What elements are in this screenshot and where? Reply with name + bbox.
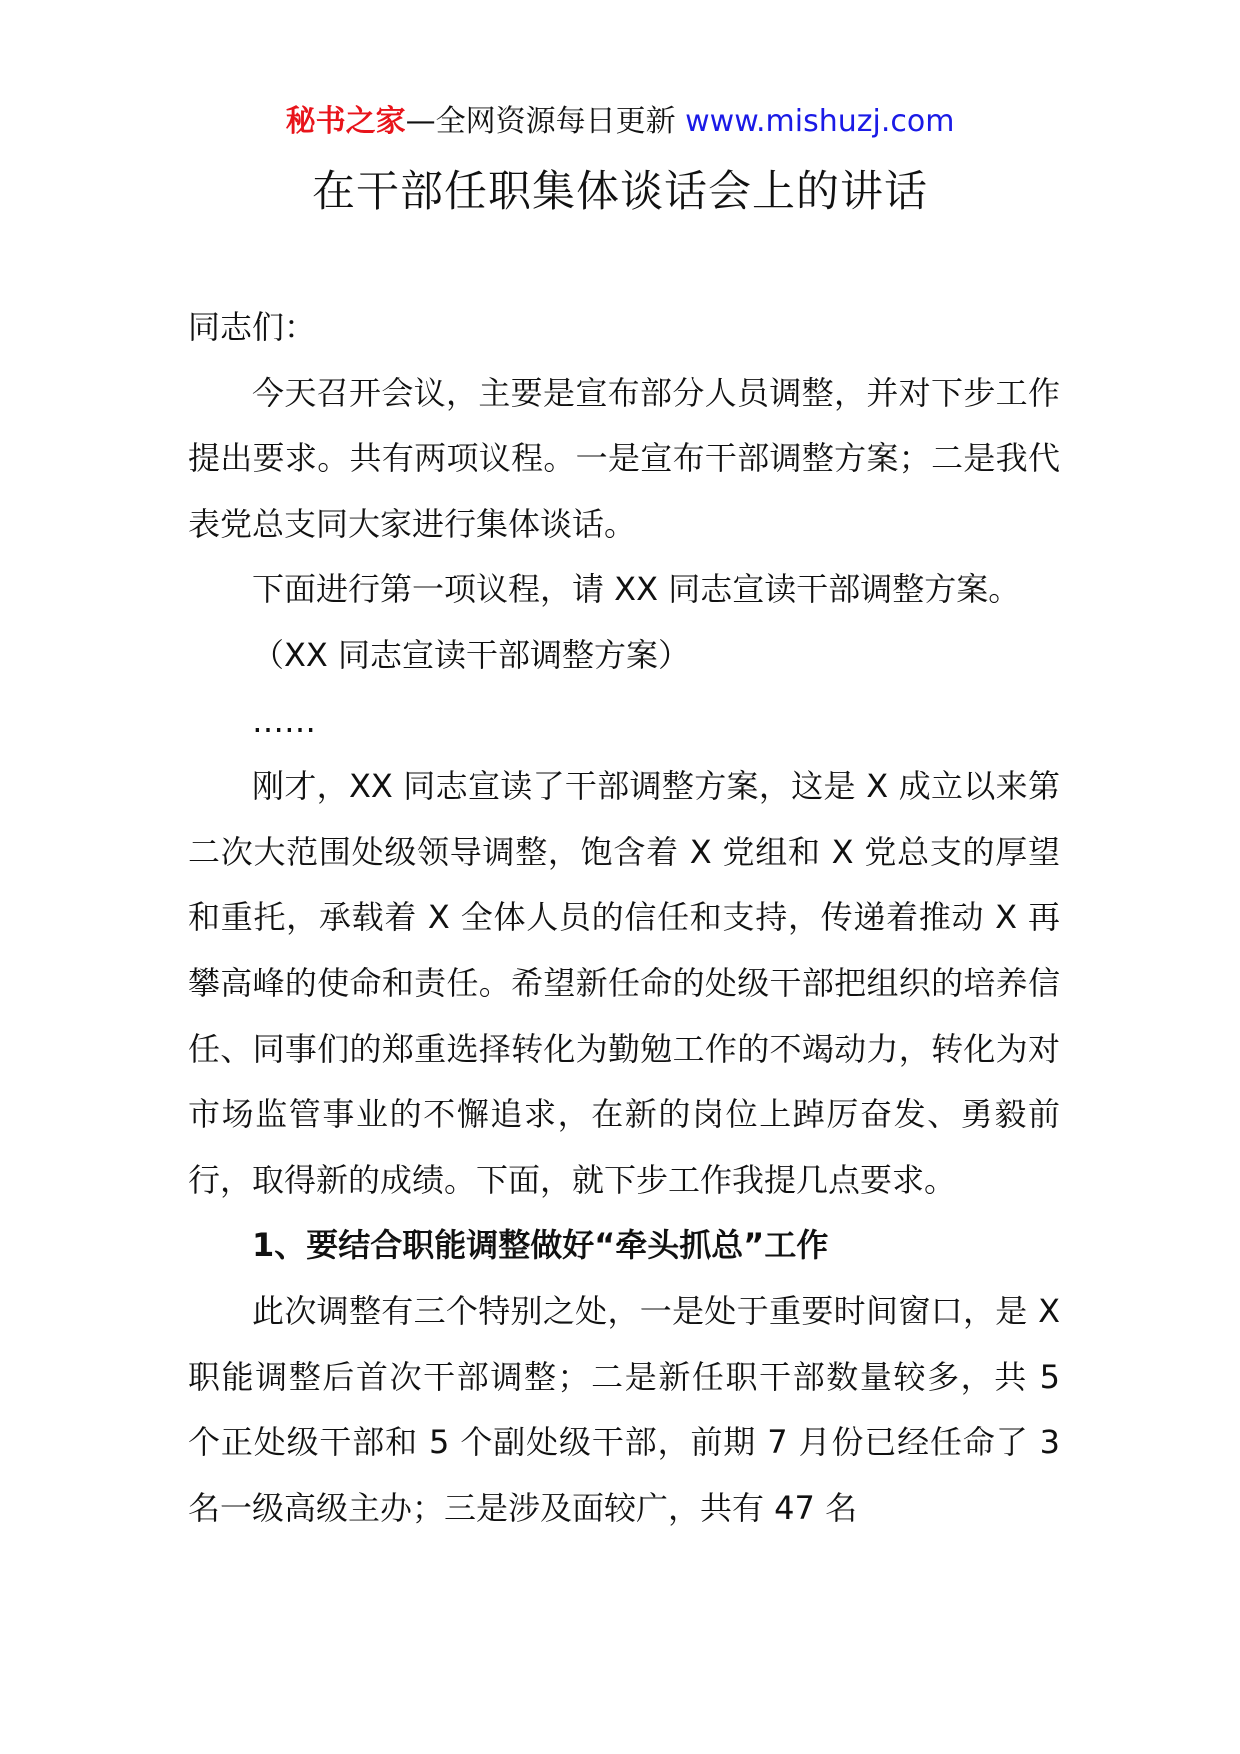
paragraph-agenda: 今天召开会议，主要是宣布部分人员调整，并对下步工作提出要求。共有两项议程。一是宣布干部调整方案；二是我代表党总支同大家进行集体谈话。	[188, 373, 1060, 543]
site-url-link[interactable]: www.mishuzj.com	[685, 104, 955, 139]
section-paragraph: 此次调整有三个特别之处，一是处于重要时间窗口，是 X 职能调整后首次干部调整；二是新任职干部数量较多，共 5 个正处级干部和 5 个副处级干部，前期 7 月份已经任命了 3 名一级高级主办；三是涉及面较广，共有 47 名	[188, 1291, 1060, 1527]
site-tagline: —全网资源每日更新	[405, 104, 676, 139]
salutation: 同志们：	[188, 308, 317, 346]
document-title: 在干部任职集体谈话会上的讲话	[312, 167, 928, 217]
paragraph-ellipsis: ……	[252, 701, 316, 740]
site-brand: 秘书之家	[285, 104, 406, 139]
paragraph-first-item: 下面进行第一项议程，请 XX 同志宣读干部调整方案。	[252, 570, 1021, 609]
site-header	[0, 100, 1240, 144]
paragraph-remarks: 刚才，XX 同志宣读了干部调整方案，这是 X 成立以来第二次大范围处级领导调整，饱含着 X 党组和 X 党总支的厚望和重托，承载着 X 全体人员的信任和支持，传递着推动 X 再攀高峰的使命和责任。希望新任命的处级干部把组织的培养信任、同事们的郑重选择转化为勤勉工作的不竭动力，转化为对市场监管事业的不懈追求，在新的岗位上踔厉奋发、勇毅前行，取得新的成绩。下面，就下步工作我提几点要求。	[188, 767, 1060, 1199]
document-body	[188, 295, 1060, 1541]
paragraph-reading-note: （XX 同志宣读干部调整方案）	[252, 635, 691, 674]
section-heading: 1、要结合职能调整做好“牵头抓总”工作	[252, 1226, 829, 1265]
